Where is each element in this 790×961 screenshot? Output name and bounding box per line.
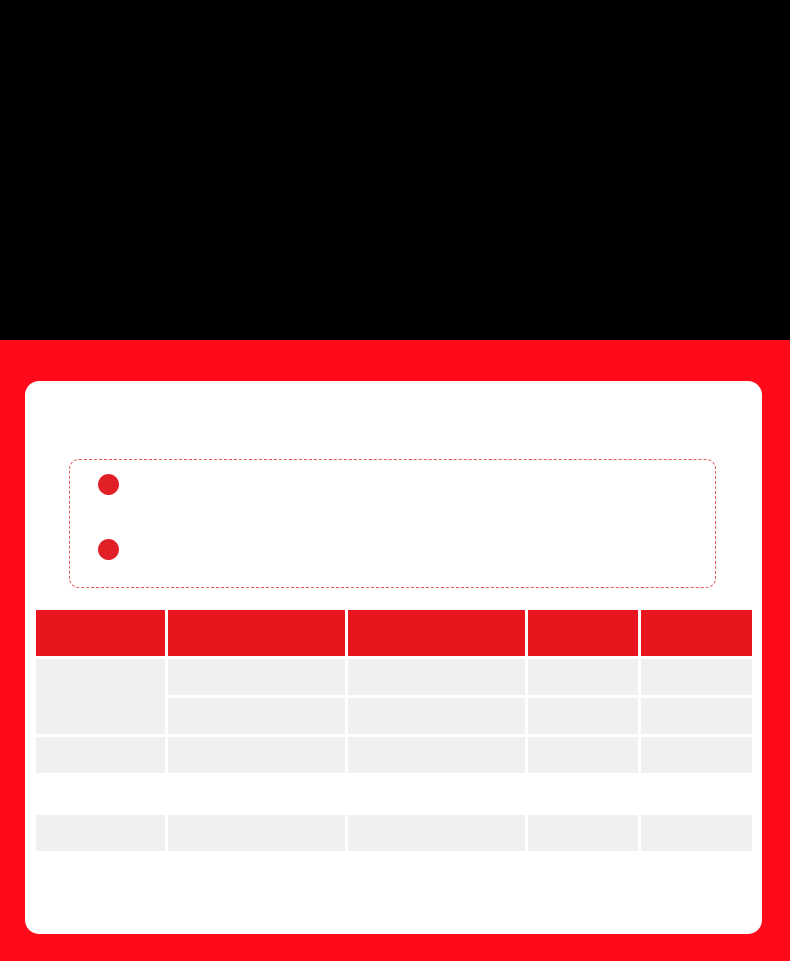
reason-cell	[168, 659, 345, 695]
period-cell	[36, 737, 165, 773]
table-row	[36, 659, 752, 695]
reason-cell	[168, 776, 345, 812]
notice-item-2	[98, 539, 127, 572]
send-fee-cell	[641, 737, 752, 773]
safety-instructions-panel	[0, 0, 790, 340]
reason-cell	[168, 698, 345, 734]
action-cell	[348, 776, 525, 812]
return-fee-cell	[528, 776, 639, 812]
notice-text	[98, 511, 130, 533]
return-fee-cell	[528, 815, 639, 851]
notice-box	[69, 459, 716, 588]
period-cell	[36, 776, 165, 812]
reason-cell	[168, 815, 345, 851]
action-cell	[348, 698, 525, 734]
table-header	[168, 610, 345, 656]
table-row	[36, 815, 752, 851]
return-fee-cell	[528, 737, 639, 773]
table-header	[36, 610, 165, 656]
return-policy-card	[25, 381, 762, 934]
reason-cell	[168, 737, 345, 773]
table-header	[528, 610, 639, 656]
table-header-row	[36, 610, 752, 656]
send-fee-cell	[641, 776, 752, 812]
period-cell	[36, 815, 165, 851]
return-policy-table	[33, 607, 755, 854]
table-header	[348, 610, 525, 656]
send-fee-cell	[641, 698, 752, 734]
action-cell	[348, 815, 525, 851]
table-header	[641, 610, 752, 656]
table-row	[36, 737, 752, 773]
action-cell	[348, 659, 525, 695]
send-fee-cell	[641, 659, 752, 695]
table-row	[36, 776, 752, 812]
number-badge-icon	[98, 539, 119, 560]
return-fee-cell	[528, 698, 639, 734]
number-badge-icon	[98, 474, 119, 495]
action-cell	[348, 737, 525, 773]
return-fee-cell	[528, 659, 639, 695]
notice-item-1	[98, 474, 130, 538]
period-cell	[36, 659, 165, 734]
send-fee-cell	[641, 815, 752, 851]
